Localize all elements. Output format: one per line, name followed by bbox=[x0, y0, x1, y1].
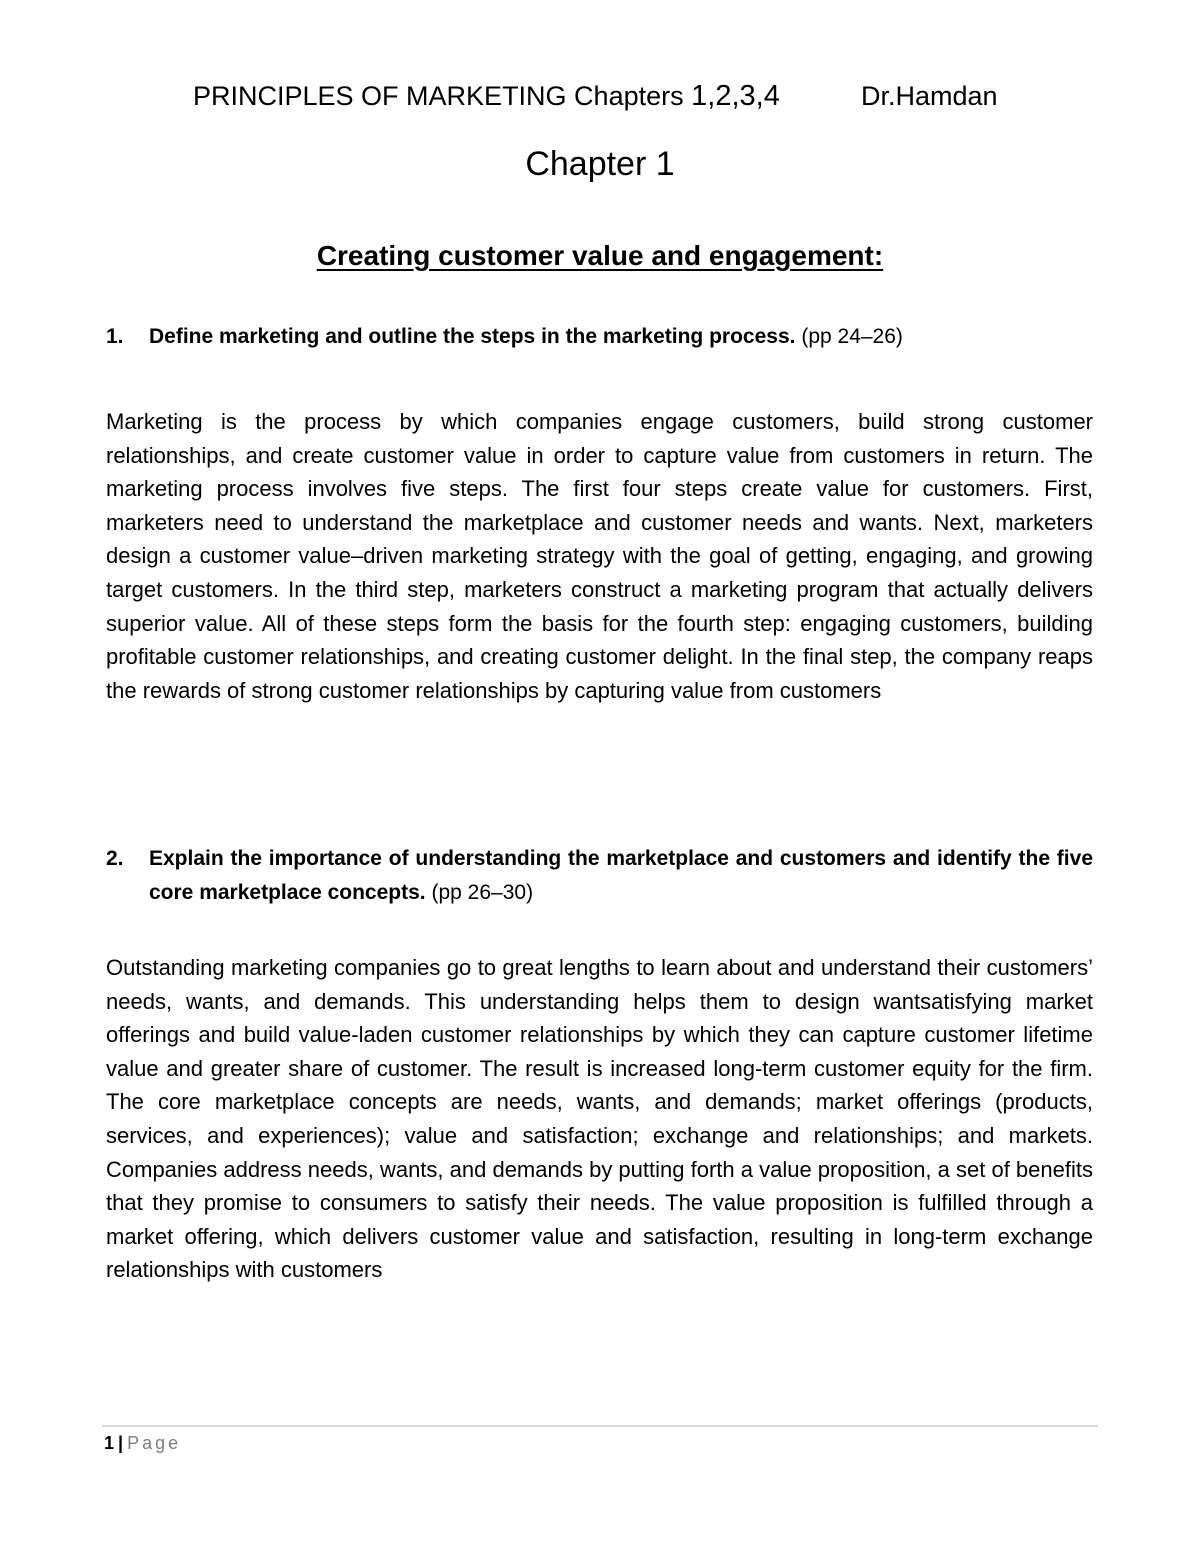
question-2 bbox=[106, 842, 1093, 910]
question-pages: (pp 24–26) bbox=[801, 325, 903, 348]
chapter-title: Chapter 1 bbox=[525, 145, 675, 183]
header-chapters: 1,2,3,4 bbox=[691, 80, 780, 112]
page-footer bbox=[104, 1430, 181, 1456]
header-title-text: PRINCIPLES OF MARKETING Chapters bbox=[193, 81, 684, 111]
footer-separator: | bbox=[118, 1433, 124, 1453]
page-header bbox=[0, 78, 1200, 114]
question-text-block bbox=[149, 842, 1093, 910]
question-text: Define marketing and outline the steps in the marketing process. bbox=[149, 325, 796, 348]
question-pages: (pp 26–30) bbox=[431, 881, 534, 904]
question-1 bbox=[106, 320, 1093, 354]
answer-2: Outstanding marketing companies go to great lengths to learn about and understand their customers’ needs, wants, and demands. This understanding helps them to design wantsatisfying market offerings and build value-laden customer relationships by which they can capture customer lifetime value and greater share of customer. The result is increased long-term customer equity for the firm. The core marketplace concepts are needs, wants, and demands; market offerings (products, services, and experiences); value and satisfaction; exchange and relationships; and markets. Companies address needs, wants, and demands by putting forth a value proposition, a set of benefits that they promise to consumers to satisfy their needs. The value proposition is fulfilled through a market offering, which delivers customer value and satisfaction, resulting in long-term exchange relationships with customers bbox=[106, 955, 1093, 1283]
question-text: Explain the importance of understanding the marketplace and customers and identify the five core marketplace concepts. bbox=[149, 847, 1093, 904]
header-title bbox=[193, 78, 780, 114]
footer-divider bbox=[102, 1425, 1098, 1427]
page-number: 1 bbox=[104, 1433, 115, 1453]
answer-1: Marketing is the process by which companies engage customers, build strong customer relationships, and create customer value in order to capture value from customers in return. The marketing process involves five steps. The first four steps create value for customers. First, marketers need to understand the marketplace and customer needs and wants. Next, marketers design a customer value–driven marketing strategy with the goal of getting, engaging, and growing target customers. In the third step, marketers construct a marketing program that actually delivers superior value. All of these steps form the basis for the fourth step: engaging customers, building profitable customer relationships, and creating customer delight. In the final step, the company reaps the rewards of strong customer relationships by capturing value from customers bbox=[106, 409, 1093, 703]
question-number: 2. bbox=[106, 847, 124, 870]
question-text-block bbox=[149, 320, 1093, 354]
question-number: 1. bbox=[106, 325, 124, 348]
section-title: Creating customer value and engagement: bbox=[316, 240, 884, 271]
footer-page-label: Page bbox=[127, 1433, 182, 1453]
header-author: Dr.Hamdan bbox=[861, 81, 998, 111]
